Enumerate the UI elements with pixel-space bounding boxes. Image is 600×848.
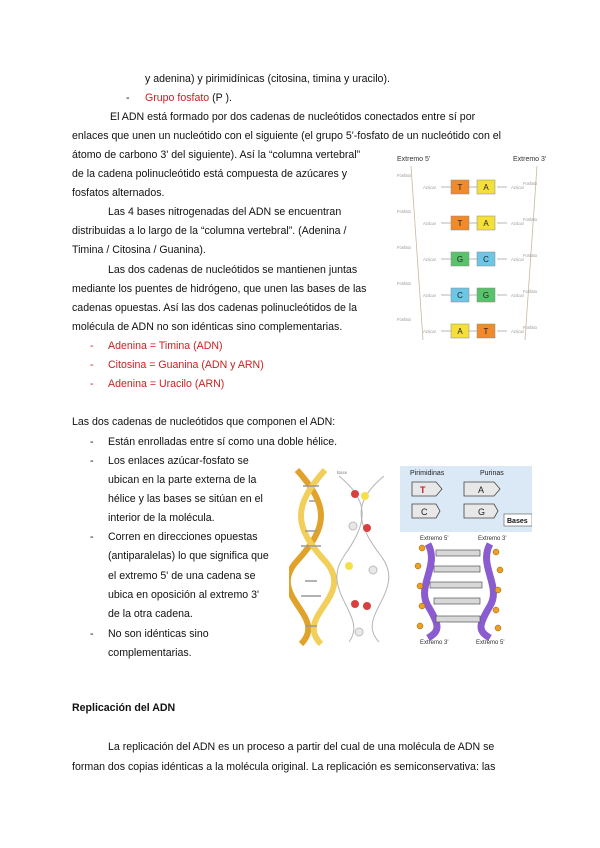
base-a: A bbox=[478, 485, 485, 495]
phosphate-label: Fosfato bbox=[397, 317, 411, 322]
phosphate-label: Fosfato bbox=[397, 245, 411, 250]
bullet-dash: - bbox=[90, 628, 94, 640]
text-line: átomo de carbono 3' del siguiente). Así la “columna vertebral” bbox=[72, 149, 361, 161]
bullet-text: de la otra cadena. bbox=[108, 608, 193, 620]
base-letter-left: A bbox=[457, 327, 463, 336]
base-c: C bbox=[421, 507, 428, 517]
text-line: molécula de ADN no son idénticas sino complementarias. bbox=[72, 321, 343, 333]
text-line: forman dos copias idénticas a la molécula original. La replicación es semiconservativa: las bbox=[72, 761, 496, 773]
strand-end-3-bottom: Extremo 3' bbox=[420, 640, 449, 646]
sugar-label: Azúcar bbox=[511, 293, 525, 298]
bullet-text: Corren en direcciones opuestas bbox=[108, 531, 258, 543]
bullet-dash: - bbox=[90, 340, 94, 352]
base-letter-right: C bbox=[483, 255, 489, 264]
text-line: enlaces que unen un nucleótido con el siguiente (el grupo 5'-fosfato de un nucleótido con el bbox=[72, 130, 502, 142]
end-3-label: Extremo 3' bbox=[513, 156, 547, 163]
base-g: G bbox=[478, 507, 486, 517]
antiparallel-strands-diagram bbox=[400, 466, 532, 646]
sugar-label: Azúcar bbox=[423, 221, 437, 226]
text-line: cadenas opuestas. Así las dos cadenas polinucleótidos de la bbox=[72, 302, 358, 314]
red-term: Grupo fosfato bbox=[145, 92, 210, 104]
bullet-dash: - bbox=[126, 92, 130, 104]
sugar-label: Azúcar bbox=[423, 329, 437, 334]
pair-rule-3: Adenina = Uracilo (ARN) bbox=[108, 378, 225, 390]
pair-rule-2: Citosina = Guanina (ADN y ARN) bbox=[108, 359, 264, 371]
sugar-label: Azúcar bbox=[423, 293, 437, 298]
text-line: mediante los puentes de hidrógeno, que unen las bases de las bbox=[72, 283, 367, 295]
bullet-dash: - bbox=[90, 378, 94, 390]
text-line: Las 4 bases nitrogenadas del ADN se encuentran bbox=[108, 206, 342, 218]
phosphate-label: Fosfato bbox=[523, 289, 537, 294]
base-letter-left: G bbox=[456, 255, 464, 264]
end-5-label: Extremo 5' bbox=[397, 156, 431, 163]
text-line: fosfatos alternados. bbox=[72, 187, 165, 199]
strand-end-5-top: Extremo 5' bbox=[420, 536, 449, 542]
bullet-dash: - bbox=[90, 531, 94, 543]
bullet-text: (antiparalelas) lo que significa que bbox=[108, 550, 269, 562]
sugar-label: Azúcar bbox=[423, 185, 437, 190]
text-line: Las dos cadenas de nucleótidos se mantienen juntas bbox=[108, 264, 358, 276]
sugar-label: Azúcar bbox=[511, 221, 525, 226]
text-line: y adenina) y pirimidínicas (citosina, timina y uracilo). bbox=[145, 73, 390, 85]
double-helix-illustration bbox=[289, 466, 399, 646]
sugar-label: Azúcar bbox=[511, 185, 525, 190]
phosphate-label: Fosfato bbox=[397, 209, 411, 214]
bullet-text: ubican en la parte externa de la bbox=[108, 474, 257, 486]
bullet-dash: - bbox=[90, 436, 94, 448]
text-line bbox=[145, 92, 232, 105]
bullet-text: complementarias. bbox=[108, 647, 192, 659]
base-letter-left: T bbox=[457, 219, 463, 228]
base-letter-left: T bbox=[457, 183, 463, 192]
sugar-label: Azúcar bbox=[423, 257, 437, 262]
bullet-text: Están enrolladas entre sí como una doble hélice. bbox=[108, 436, 338, 448]
base-t: T bbox=[420, 485, 426, 495]
text-line: de la cadena polinucleótido está compuesta de azúcares y bbox=[72, 168, 348, 180]
pyrimidine-t-shape bbox=[412, 482, 442, 496]
bullet-text: Los enlaces azúcar-fosfato se bbox=[108, 455, 249, 467]
base-pair-diagram bbox=[393, 150, 555, 350]
bullet-dash: - bbox=[90, 359, 94, 371]
bullet-text: ubica en oposición al extremo 3' bbox=[108, 589, 260, 601]
text-line: El ADN está formado por dos cadenas de nucleótidos conectados entre sí por bbox=[110, 111, 476, 123]
phosphate-label: Fosfato bbox=[397, 173, 411, 178]
bullet-text: el extremo 5' de una cadena se bbox=[108, 570, 256, 582]
strand-end-5-bottom: Extremo 5' bbox=[476, 640, 505, 646]
bases-label: Bases bbox=[507, 518, 528, 525]
bullet-dash: - bbox=[90, 455, 94, 467]
text-fragment: (P ). bbox=[209, 92, 232, 104]
phosphate-label: Fosfato bbox=[523, 325, 537, 330]
base-letter-right: T bbox=[483, 327, 489, 336]
text-line: distribuidas a lo largo de la “columna vertebral”. (Adenina / bbox=[72, 225, 347, 237]
helix-base-label: Base bbox=[337, 470, 348, 475]
phosphate-label: Fosfato bbox=[523, 217, 537, 222]
phosphate-label: Fosfato bbox=[523, 181, 537, 186]
base-letter-right: A bbox=[483, 183, 489, 192]
strand-end-3-top: Extremo 3' bbox=[478, 536, 507, 542]
base-letter-right: G bbox=[482, 291, 490, 300]
sugar-label: Azúcar bbox=[511, 329, 525, 334]
section-heading: Replicación del ADN bbox=[72, 702, 176, 714]
phosphate-label: Fosfato bbox=[523, 253, 537, 258]
text-line: La replicación del ADN es un proceso a partir del cual de una molécula de ADN se bbox=[108, 741, 495, 753]
bullet-text: No son idénticas sino bbox=[108, 628, 209, 640]
base-letter-right: A bbox=[483, 219, 489, 228]
base-letter-left: C bbox=[457, 291, 463, 300]
pair-rule-1: Adenina = Timina (ADN) bbox=[108, 340, 223, 352]
pyrimidines-label: Pirimidinas bbox=[410, 470, 445, 477]
purines-label: Purinas bbox=[480, 470, 504, 477]
text-line: Timina / Citosina / Guanina). bbox=[72, 244, 206, 256]
bullet-text: interior de la molécula. bbox=[108, 512, 215, 524]
phosphate-label: Fosfato bbox=[397, 281, 411, 286]
bullet-text: hélice y las bases se sitúan en el bbox=[108, 493, 263, 505]
sugar-label: Azúcar bbox=[511, 257, 525, 262]
text-line: Las dos cadenas de nucleótidos que componen el ADN: bbox=[72, 416, 336, 428]
